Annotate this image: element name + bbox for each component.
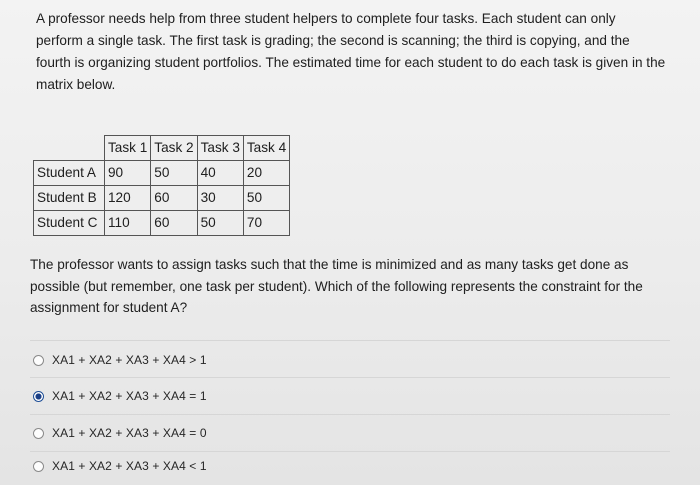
table-cell: 70 <box>243 211 289 236</box>
table-cell: 50 <box>197 211 243 236</box>
table-corner-cell <box>34 136 105 161</box>
answer-option-label: XA1 + XA2 + XA3 + XA4 < 1 <box>52 459 207 473</box>
option-divider <box>30 340 670 341</box>
table-row-label: Student B <box>34 186 105 211</box>
table-cell: 60 <box>151 211 197 236</box>
time-matrix-table <box>33 135 290 236</box>
answer-option-4[interactable] <box>30 448 670 484</box>
table-cell: 110 <box>105 211 151 236</box>
table-row-student-b <box>34 186 290 211</box>
table-header-task-3: Task 3 <box>197 136 243 161</box>
answer-option-1[interactable] <box>30 342 670 378</box>
table-cell: 50 <box>243 186 289 211</box>
table-row-student-c <box>34 211 290 236</box>
table-header-task-2: Task 2 <box>151 136 197 161</box>
question-text: A professor needs help from three student helpers to complete four tasks. Each student can only perform a single task. The first task is grading; the second is scanning; the third is copying, and the fourth is organizing student portfolios. The estimated time for each student to do each task is given in the matrix below. <box>36 11 666 92</box>
table-header-task-1: Task 1 <box>105 136 151 161</box>
table-cell: 30 <box>197 186 243 211</box>
table-header-row <box>34 136 290 161</box>
answer-option-label: XA1 + XA2 + XA3 + XA4 = 1 <box>52 389 207 403</box>
table-row-label: Student A <box>34 161 105 186</box>
answer-option-label: XA1 + XA2 + XA3 + XA4 = 0 <box>52 426 207 440</box>
prompt-text: The professor wants to assign tasks such that the time is minimized and as many tasks get done as possible (but remember, one task per student). Which of the following represents the constraint for the assignment for student A? <box>30 257 643 315</box>
table-row-label: Student C <box>34 211 105 236</box>
radio-button-selected-icon[interactable] <box>33 391 44 402</box>
answer-option-2[interactable] <box>30 378 670 414</box>
table-cell: 120 <box>105 186 151 211</box>
table-cell: 60 <box>151 186 197 211</box>
table-cell: 50 <box>151 161 197 186</box>
radio-button-icon[interactable] <box>33 428 44 439</box>
table-cell: 40 <box>197 161 243 186</box>
answer-option-label: XA1 + XA2 + XA3 + XA4 > 1 <box>52 353 207 367</box>
radio-button-icon[interactable] <box>33 461 44 472</box>
answer-option-3[interactable] <box>30 415 670 451</box>
table-cell: 90 <box>105 161 151 186</box>
table-cell: 20 <box>243 161 289 186</box>
table-row-student-a <box>34 161 290 186</box>
radio-button-icon[interactable] <box>33 355 44 366</box>
table-header-task-4: Task 4 <box>243 136 289 161</box>
